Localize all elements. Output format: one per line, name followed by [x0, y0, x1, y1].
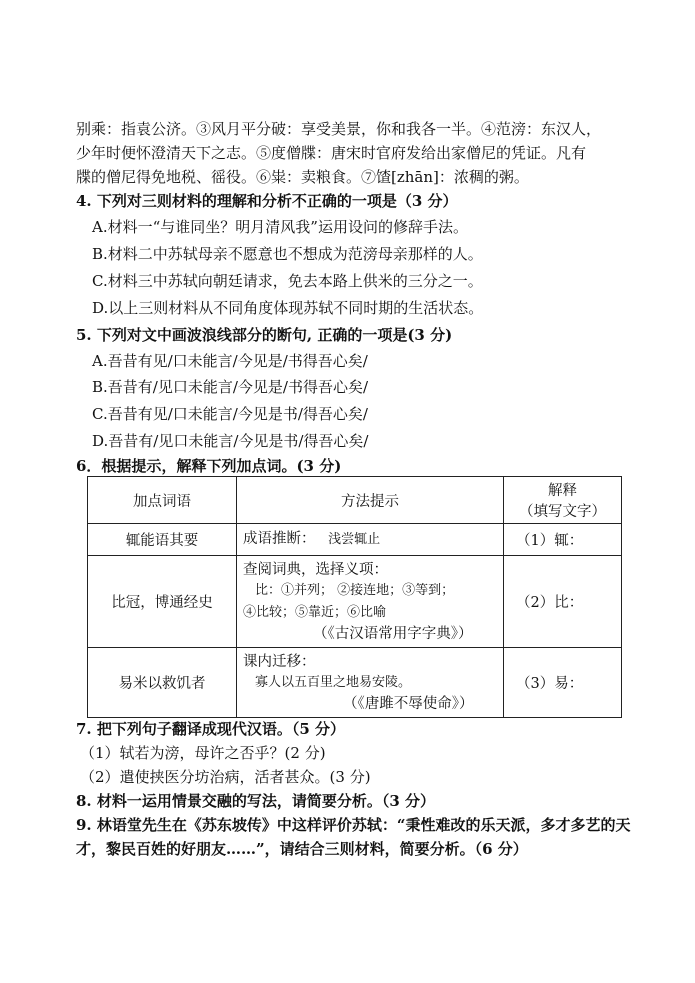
header-explain-title: 解释	[548, 483, 577, 499]
q5-option-d: D.吾昔有/见口未能言/今见是书/得吾心矣/	[92, 432, 369, 450]
row2-answer: （2）比：	[504, 556, 622, 648]
row1-hint-text: 浅尝辄止	[328, 532, 381, 547]
q5-option-c: C.吾昔有见/口未能言/今见是书/得吾心矣/	[92, 405, 368, 423]
row2-hint-label: 查阅词典，选择义项：	[243, 561, 388, 578]
row2-hint-line2: 比：①并列； ②接连地；③等到；	[255, 582, 455, 598]
q8-stem: 8. 材料一运用情景交融的写法，请简要分析。（3 分）	[76, 792, 436, 810]
q4-option-c: C.材料三中苏轼向朝廷请求，免去本路上供米的三分之一。	[92, 272, 483, 290]
row3-word: 易米以救饥者	[88, 648, 237, 718]
q7-stem: 7. 把下列句子翻译成现代汉语。（5 分）	[76, 720, 346, 738]
row3-hint-line2: 寡人以五百里之地易安陵。	[255, 674, 412, 690]
q7-item-1: （1）轼若为滂，母许之否乎？(2 分)	[80, 744, 326, 762]
q7-item-2: （2）遣使挟医分坊治病，活者甚众。(3 分)	[80, 768, 371, 786]
note-line-1: 别乘：指袁公济。③风月平分破：享受美景，你和我各一半。④范滂：东汉人，	[76, 120, 602, 138]
row1-word: 辄能语其要	[88, 524, 237, 556]
header-explain-sub: （填写文字）	[519, 504, 606, 520]
header-explain	[504, 477, 622, 524]
q4-option-b: B.材料二中苏轼母亲不愿意也不想成为范滂母亲那样的人。	[92, 245, 483, 263]
table-row	[88, 556, 622, 648]
header-hint: 方法提示	[237, 477, 504, 524]
table-row	[88, 648, 622, 718]
table-row	[88, 524, 622, 556]
q9-line-1: 9. 林语堂先生在《苏东坡传》中这样评价苏轼：“秉性难改的乐天派，多才多艺的天	[76, 816, 631, 834]
q6-stem: 6．根据提示，解释下列加点词。(3 分)	[76, 457, 342, 475]
note-line-2: 少年时便怀澄清天下之志。⑤度僧牒：唐宋时官府发给出家僧尼的凭证。凡有	[76, 144, 587, 162]
row2-hint	[237, 556, 504, 648]
row3-hint-source: （《唐雎不辱使命》）	[343, 695, 474, 712]
note-line-3: 牒的僧尼得免地税、徭役。⑥粜：卖粮食。⑦馇[zhān]：浓稠的粥。	[76, 168, 529, 186]
row3-answer: （3）易：	[504, 648, 622, 718]
row1-answer: （1）辄：	[504, 524, 622, 556]
table-header-row	[88, 477, 622, 524]
row3-hint-label: 课内迁移：	[243, 653, 316, 670]
row2-hint-source: （《古汉语常用字字典》）	[313, 625, 473, 642]
q5-option-b: B.吾昔有/见口未能言/今见是/书得吾心矣/	[92, 378, 369, 396]
q4-stem: 4. 下列对三则材料的理解和分析不正确的一项是（3 分）	[76, 192, 458, 210]
q5-option-a: A.吾昔有见/口未能言/今见是/书得吾心矣/	[92, 352, 368, 370]
q6-table	[87, 476, 622, 718]
row2-hint-line3: ④比较；⑤靠近；⑥比喻	[243, 604, 387, 620]
q9-line-2: 才，黎民百姓的好朋友……”，请结合三则材料，简要分析。（6 分）	[76, 840, 528, 858]
header-word: 加点词语	[88, 477, 237, 524]
q4-option-d: D.以上三则材料从不同角度体现苏轼不同时期的生活状态。	[92, 299, 484, 317]
row1-hint-label: 成语推断：	[243, 531, 316, 547]
q5-stem: 5. 下列对文中画波浪线部分的断句, 正确的一项是(3 分)	[76, 326, 453, 344]
row2-word: 比冠，博通经史	[88, 556, 237, 648]
row1-hint	[237, 524, 504, 556]
row3-hint	[237, 648, 504, 718]
q4-option-a: A.材料一“与谁同坐？明月清风我”运用设问的修辞手法。	[92, 218, 468, 236]
